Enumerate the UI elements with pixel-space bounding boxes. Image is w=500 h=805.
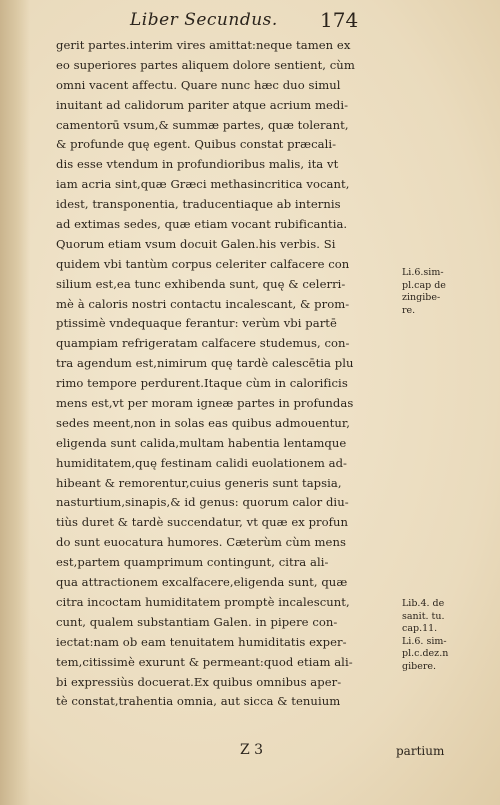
text-line: iam acria sint,quæ Græci methasincritica vocant, <box>56 177 350 192</box>
catchword: partium <box>396 744 445 758</box>
page-gutter-shadow <box>0 0 30 805</box>
text-line: idest, transponentia, traducentiaque ab internis <box>56 197 341 212</box>
body-text <box>56 36 398 712</box>
text-line: ptissimè vndequaque ferantur: verùm vbi partē <box>56 316 337 331</box>
text-line: iectat:nam ob eam tenuitatem humiditatis exper- <box>56 634 347 649</box>
page-number: 174 <box>320 8 359 32</box>
text-line: do sunt euocatura humores. Cæterùm cùm mens <box>56 535 346 550</box>
marginal-note-galen-zingiber <box>402 267 494 317</box>
text-line: dis esse vtendum in profundioribus malis, ita vt <box>56 157 339 172</box>
marginal-note-line: pl.cap de <box>402 279 446 291</box>
text-line: gerit partes.interim vires amittat:neque tamen ex <box>56 38 351 52</box>
marginal-note-line: cap.11. <box>402 623 438 634</box>
text-line: citra incoctam humiditatem promptè incalescunt, <box>56 594 350 609</box>
text-line: quampiam refrigeratam calfacere studemus, con- <box>56 336 350 351</box>
text-line: rimo tempore perdurent.Itaque cùm in calorificis <box>56 376 348 391</box>
text-line: tè constat,trahentia omnia, aut sicca & tenuium <box>56 694 341 709</box>
text-line: est,partem quamprimum contingunt, citra ali- <box>56 555 329 570</box>
text-line: Quorum etiam vsum docuit Galen.his verbis. Si <box>56 236 336 251</box>
marginal-note-line: gibere. <box>402 660 437 672</box>
marginal-note-line: re. <box>402 304 416 316</box>
text-line: tiùs duret & tardè succendatur, vt quæ ex profun <box>56 515 349 530</box>
text-line: quidem vbi tantùm corpus celeriter calfacere con <box>56 256 350 271</box>
text-line: qua attractionem excalfacere,eligenda sunt, quæ <box>56 575 348 590</box>
page-header <box>120 10 420 34</box>
marginal-note-line: zingibe- <box>402 292 441 303</box>
text-line: sedes meent,non in solas eas quibus admouentur, <box>56 415 350 430</box>
text-line: bi expressiùs docuerat.Ex quibus omnibus aper- <box>56 674 342 689</box>
text-line: silium est,ea tunc exhibenda sunt, quę & celerri- <box>56 276 346 291</box>
marginal-note-line: Lib.4. de <box>402 598 445 609</box>
marginal-note-sanitate <box>402 598 494 673</box>
text-line: tra agendum est,nimirum quę tardè calescētia plu <box>56 356 354 371</box>
text-line: eligenda sunt calida,multam habentia lentamque <box>56 435 347 450</box>
text-line: mè à caloris nostri contactu incalescant, & prom- <box>56 296 350 311</box>
running-title: Liber Secundus. <box>130 10 278 30</box>
text-line: mens est,vt per moram igneæ partes in profundas <box>56 396 354 411</box>
text-line: tem,citissimè exurunt & permeant:quod etiam ali- <box>56 654 353 669</box>
text-line: & profunde quę egent. Quibus constat præcali- <box>56 137 337 152</box>
marginal-note-line: Li.6. sim- <box>402 635 447 647</box>
signature-mark: Z 3 <box>240 742 264 758</box>
marginal-note-line: pl.c.dez.n <box>402 648 449 659</box>
text-line: hibeant & remorentur,cuius generis sunt tapsia, <box>56 475 342 490</box>
page-footer <box>56 742 456 764</box>
text-line: nasturtium,sinapis,& id genus: quorum calor diu- <box>56 495 349 510</box>
text-line: omni vacent affectu. Quare nunc hæc duo simul <box>56 77 341 92</box>
text-line: humiditatem,quę festinam calidi euolationem ad- <box>56 455 348 470</box>
marginal-note-line: sanit. tu. <box>402 610 445 622</box>
marginal-note-line: Li.6.sim- <box>402 267 444 278</box>
text-line: eo superiores partes aliquem dolore sentient, cùm <box>56 57 355 72</box>
text-line: ad extimas sedes, quæ etiam vocant rubificantia. <box>56 217 348 232</box>
text-line: inuitant ad calidorum pariter atque acrium medi- <box>56 97 349 112</box>
text-line: camentorū vsum,& summæ partes, quæ tolerant, <box>56 117 349 132</box>
text-line: cunt, qualem substantiam Galen. in pipere con- <box>56 614 338 629</box>
